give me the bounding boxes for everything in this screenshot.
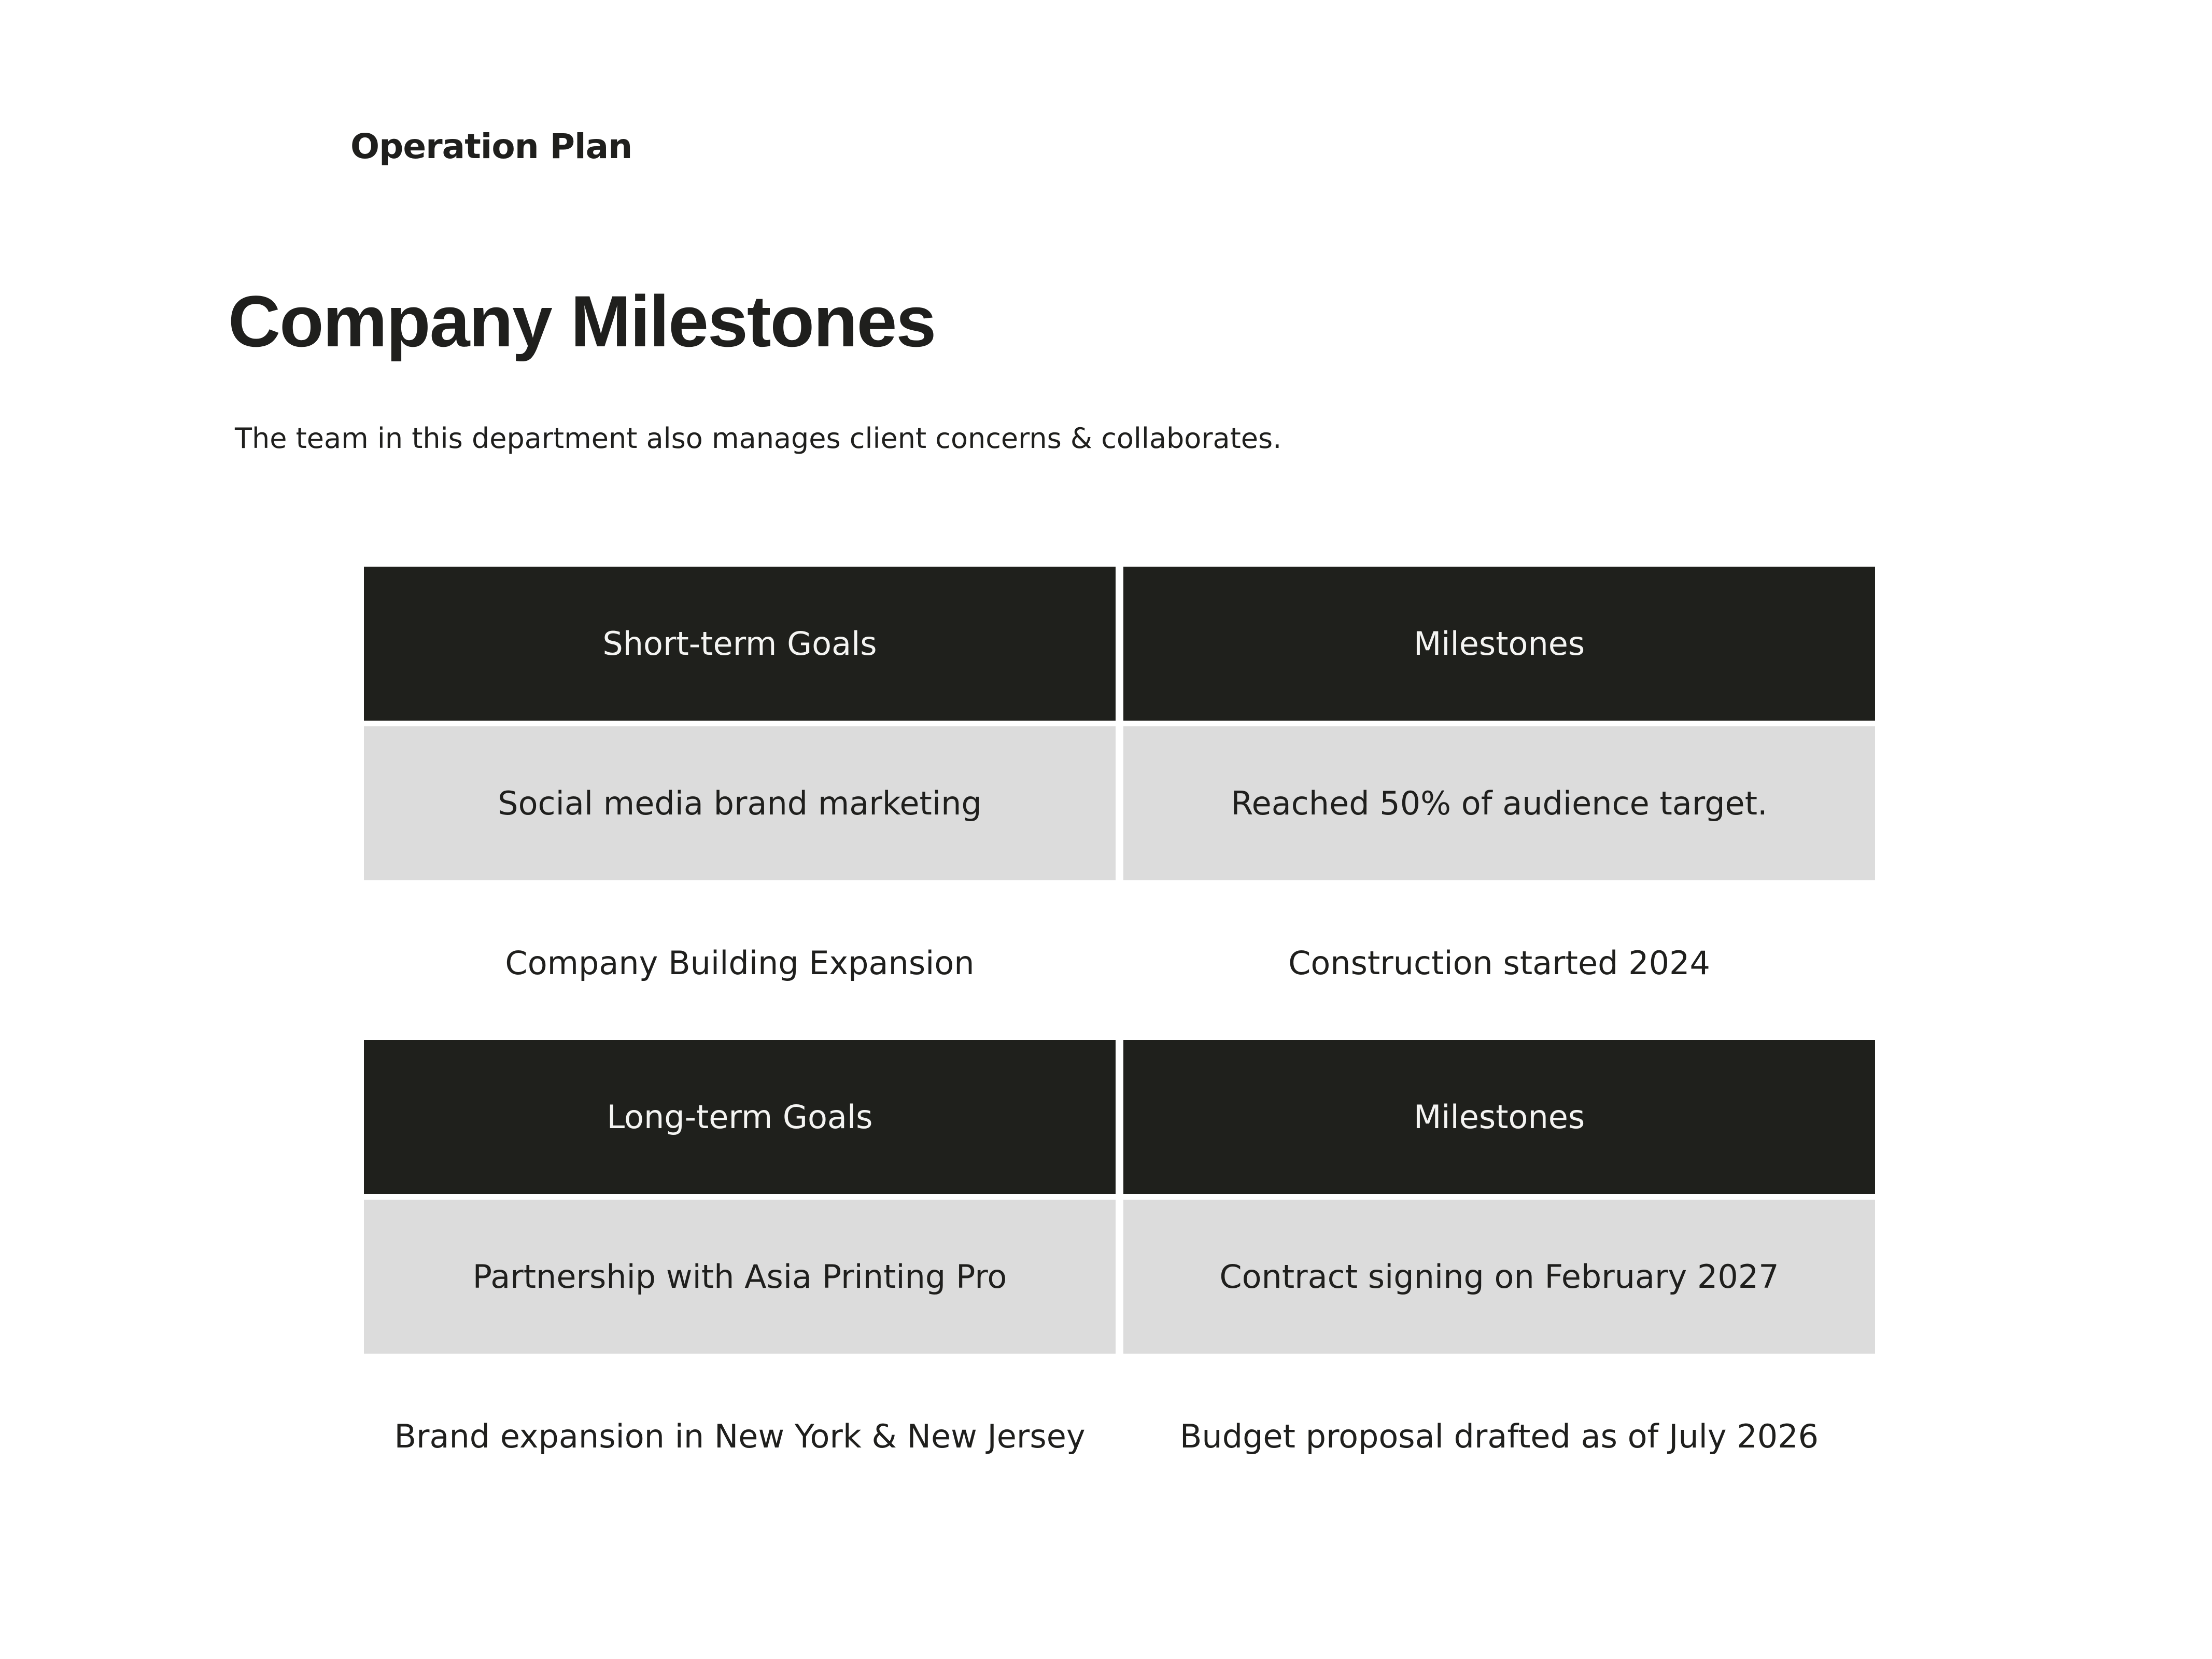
row-divider	[364, 1194, 1875, 1200]
page-subtitle: The team in this department also manages client concerns & collaborates.	[235, 422, 1282, 455]
milestones-table	[364, 567, 1875, 1513]
row-divider	[364, 1354, 1875, 1359]
operation-plan-label: Operation Plan	[350, 126, 632, 166]
row-divider	[364, 880, 1875, 886]
table-cell-milestone: Contract signing on February 2027	[1123, 1200, 1875, 1354]
page-title: Company Milestones	[228, 280, 936, 362]
table-cell-goal: Company Building Expansion	[364, 886, 1116, 1040]
table-cell-goal: Brand expansion in New York & New Jersey	[364, 1359, 1116, 1513]
table-header-milestones: Milestones	[1123, 567, 1875, 721]
table-header-milestones: Milestones	[1123, 1040, 1875, 1194]
row-divider	[364, 721, 1875, 726]
table-cell-milestone: Budget proposal drafted as of July 2026	[1123, 1359, 1875, 1513]
table-header-short-term-goals: Short-term Goals	[364, 567, 1116, 721]
table-cell-milestone: Construction started 2024	[1123, 886, 1875, 1040]
table-cell-goal: Social media brand marketing	[364, 726, 1116, 880]
table-header-long-term-goals: Long-term Goals	[364, 1040, 1116, 1194]
table-cell-milestone: Reached 50% of audience target.	[1123, 726, 1875, 880]
table-cell-goal: Partnership with Asia Printing Pro	[364, 1200, 1116, 1354]
